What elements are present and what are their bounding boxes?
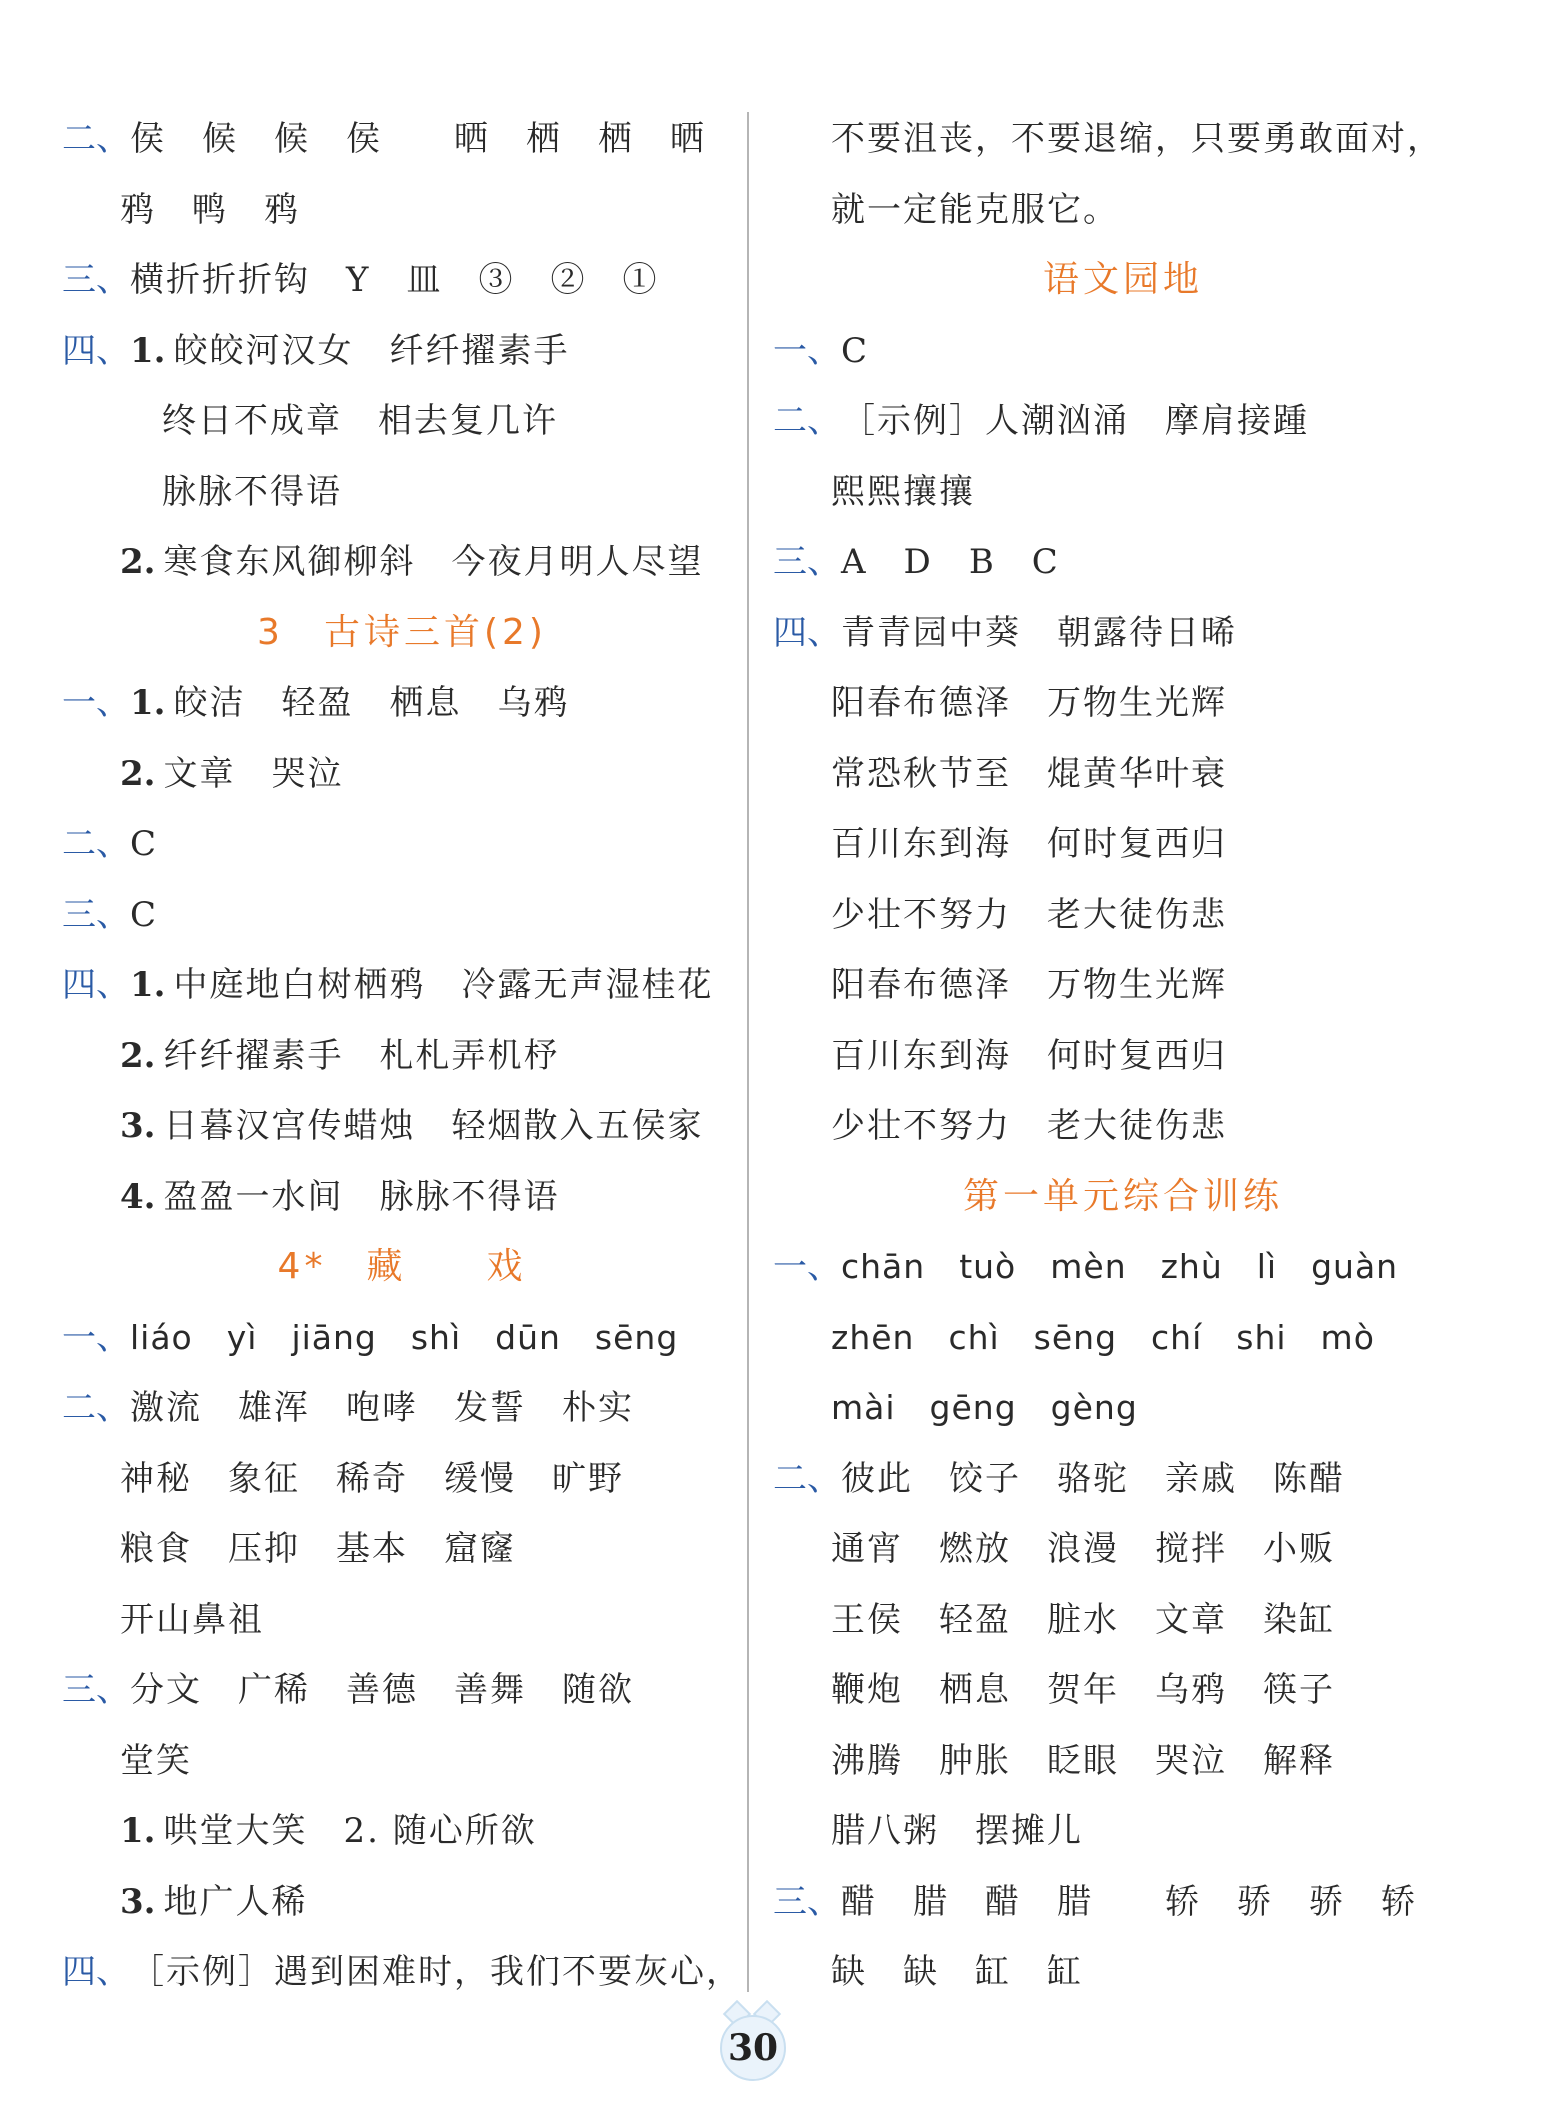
answer-line: [773, 668, 1473, 739]
section-heading: 4* 藏 戏: [277, 1246, 527, 1287]
answer-line: [62, 1937, 742, 2008]
answer-line: [62, 175, 742, 246]
answer-line: [62, 1867, 742, 1938]
sub-number: 1.: [130, 683, 166, 723]
answer-text: ［示例］遇到困难时，我们不要灰心，: [130, 1952, 742, 1992]
answer-line: [62, 1796, 742, 1867]
answer-text: 寒食东风御柳斜 今夜月明人尽望: [163, 542, 704, 582]
question-number: 三、: [62, 260, 130, 300]
answer-line: [62, 739, 742, 810]
answer-text: C: [841, 330, 870, 371]
answer-line: [62, 1373, 742, 1444]
answer-text: ［示例］人潮汹涌 摩肩接踵: [841, 401, 1309, 441]
question-number: 一、: [62, 683, 130, 723]
answer-text: 皎洁 轻盈 栖息 乌鸦: [173, 683, 570, 723]
answer-text: A D B C: [841, 542, 1060, 582]
answer-text: 文章 哭泣: [163, 753, 344, 794]
answer-text: 阳春布德泽 万物生光辉: [831, 965, 1227, 1005]
question-number: 一、: [773, 1247, 841, 1287]
answer-line: [62, 1655, 742, 1726]
answer-text: 堂笑: [120, 1740, 192, 1781]
answer-line: [773, 175, 1473, 246]
section-heading: 语文园地: [1042, 259, 1203, 300]
answer-line: [773, 386, 1473, 457]
answer-line: [773, 1655, 1473, 1726]
answer-text: 少壮不努力 老大徒伤悲: [831, 1106, 1227, 1146]
answer-text: 彼此 饺子 骆驼 亲戚 陈醋: [841, 1458, 1345, 1499]
answer-text: 皎皎河汉女 纤纤擢素手: [173, 330, 570, 371]
answer-text: 脉脉不得语: [162, 471, 342, 512]
answer-text: 分文 广稀 善德 善舞 随欲: [130, 1670, 634, 1710]
answer-text: 百川东到海 何时复西归: [831, 824, 1227, 864]
answer-text: 中庭地白树栖鸦 冷露无声湿桂花: [173, 965, 714, 1005]
left-column: [62, 104, 742, 2008]
pinyin-text: liáo yì jiāng shì dūn sēng: [130, 1317, 679, 1357]
sub-number: 2.: [120, 753, 156, 794]
page-number: 30: [720, 2015, 786, 2081]
pinyin-text: zhēn chì sēng chí shi mò: [831, 1317, 1375, 1357]
answer-line: [62, 386, 742, 457]
answer-text: 阳春布德泽 万物生光辉: [831, 683, 1227, 723]
answer-line: [773, 598, 1473, 669]
answer-line: [773, 527, 1473, 598]
answer-line: [62, 245, 742, 316]
column-divider: [747, 112, 749, 1992]
answer-text: 通宵 燃放 浪漫 搅拌 小贩: [831, 1529, 1335, 1569]
answer-text: 就一定能克服它。: [831, 189, 1119, 230]
answer-text: 醋 腊 醋 腊 轿 骄 骄 轿: [841, 1881, 1417, 1922]
question-number: 四、: [62, 1952, 130, 1992]
answer-text: 开山鼻祖: [120, 1599, 264, 1640]
answer-line: [62, 527, 742, 598]
answer-text: 腊八粥 摆摊儿: [831, 1811, 1083, 1851]
answer-line: [62, 457, 742, 528]
question-number: 二、: [62, 824, 130, 864]
question-number: 二、: [62, 119, 130, 159]
answer-text: 粮食 压抑 基本 窟窿: [120, 1529, 516, 1569]
answer-line: [62, 1726, 742, 1797]
question-number: 二、: [773, 401, 841, 441]
question-number: 三、: [773, 542, 841, 582]
answer-line: [773, 1867, 1473, 1938]
question-number: 一、: [773, 330, 841, 371]
answer-line: [62, 1444, 742, 1515]
answer-line: [773, 1514, 1473, 1585]
answer-line: [62, 316, 742, 387]
sub-number: 2.: [120, 542, 156, 582]
answer-text: 青青园中葵 朝露待日晞: [841, 612, 1237, 653]
answer-text: 地广人稀: [163, 1881, 308, 1922]
answer-text: 终日不成章 相去复几许: [162, 401, 558, 441]
answer-line: [773, 1232, 1473, 1303]
answer-line: [62, 1091, 742, 1162]
sub-number: 2.: [120, 1035, 156, 1076]
answer-line: [773, 739, 1473, 810]
answer-line: [62, 104, 742, 175]
question-number: 一、: [62, 1317, 130, 1358]
answer-text: 激流 雄浑 咆哮 发誓 朴实: [130, 1388, 634, 1428]
answer-text: 侯 候 候 侯 晒 栖 栖 晒: [130, 119, 706, 159]
answer-line: [773, 1796, 1473, 1867]
question-number: 三、: [62, 1670, 130, 1710]
answer-text: 百川东到海 何时复西归: [831, 1035, 1227, 1076]
answer-line: [62, 1303, 742, 1374]
answer-line: [62, 1585, 742, 1656]
answer-line: [62, 1021, 742, 1092]
answer-text: 日暮汉宫传蜡烛 轻烟散入五侯家: [163, 1106, 704, 1146]
answer-line: [773, 1021, 1473, 1092]
answer-line: [773, 1585, 1473, 1656]
answer-line: [62, 1514, 742, 1585]
answer-line: [773, 457, 1473, 528]
answer-line: [773, 809, 1473, 880]
answer-line: [773, 880, 1473, 951]
answer-text: 鸦 鸭 鸦: [120, 189, 300, 230]
answer-text: 缺 缺 缸 缸: [831, 1952, 1083, 1992]
answer-line: [773, 1303, 1473, 1374]
sub-number: 1.: [120, 1811, 156, 1851]
answer-line: [773, 1937, 1473, 2008]
question-number: 三、: [62, 894, 130, 935]
answer-text: 盈盈一水间 脉脉不得语: [163, 1176, 560, 1217]
answer-text: 常恐秋节至 焜黄华叶衰: [831, 753, 1227, 794]
answer-text: 神秘 象征 稀奇 缓慢 旷野: [120, 1458, 624, 1499]
section-heading: 第一单元综合训练: [962, 1175, 1283, 1217]
sub-number: 3.: [120, 1881, 156, 1922]
question-number: 四、: [62, 330, 130, 371]
answer-line: [773, 1444, 1473, 1515]
answer-line: [773, 316, 1473, 387]
answer-line: [62, 668, 742, 739]
answer-text: 沸腾 肿胀 眨眼 哭泣 解释: [831, 1740, 1335, 1781]
answer-text: 横折折折钩 Y 皿 ③ ② ①: [130, 260, 659, 300]
answer-line: [773, 1373, 1473, 1444]
question-number: 三、: [773, 1881, 841, 1922]
section-heading: 3 古诗三首(2): [257, 611, 547, 653]
answer-line: [773, 950, 1473, 1021]
pinyin-text: chān tuò mèn zhù lì guàn: [841, 1247, 1399, 1286]
sub-number: 1.: [130, 330, 166, 371]
answer-text: 鞭炮 栖息 贺年 乌鸦 筷子: [831, 1670, 1335, 1710]
answer-text: 熙熙攘攘: [831, 471, 975, 512]
answer-line: [62, 1162, 742, 1233]
answer-text: 少壮不努力 老大徒伤悲: [831, 894, 1227, 935]
answer-text: 哄堂大笑 2. 随心所欲: [163, 1811, 537, 1851]
answer-text: 纤纤擢素手 札札弄机杼: [163, 1035, 560, 1076]
answer-text: C: [130, 894, 159, 935]
right-column: [773, 104, 1473, 2008]
pinyin-text: mài gēng gèng: [831, 1388, 1138, 1427]
sub-number: 4.: [120, 1176, 156, 1217]
answer-line: [773, 104, 1473, 175]
question-number: 二、: [62, 1388, 130, 1428]
question-number: 二、: [773, 1458, 841, 1499]
answer-line: [62, 809, 742, 880]
question-number: 四、: [773, 612, 841, 653]
question-number: 四、: [62, 965, 130, 1005]
answer-line: [773, 1726, 1473, 1797]
answer-line: [62, 880, 742, 951]
answer-text: 不要沮丧，不要退缩，只要勇敢面对，: [831, 119, 1443, 159]
answer-line: [773, 1091, 1473, 1162]
sub-number: 1.: [130, 965, 166, 1005]
answer-text: 王侯 轻盈 脏水 文章 染缸: [831, 1599, 1335, 1640]
answer-text: C: [130, 824, 159, 864]
sub-number: 3.: [120, 1106, 156, 1146]
answer-line: [62, 950, 742, 1021]
